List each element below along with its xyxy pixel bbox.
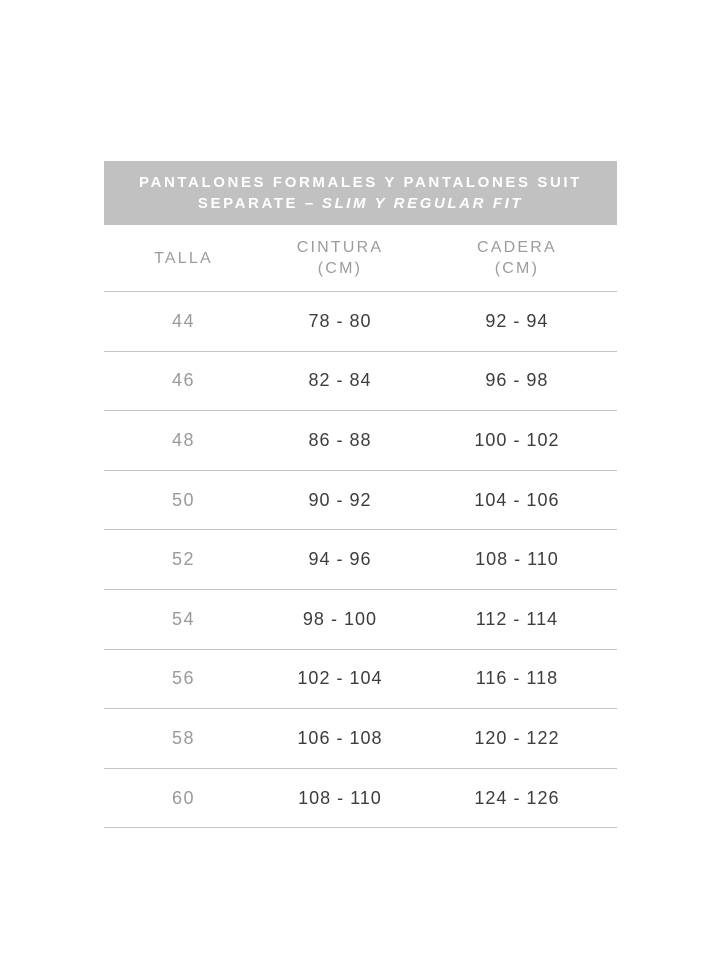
- size-cell: 54: [171, 608, 196, 629]
- hip-cell: 112 - 114: [475, 608, 559, 629]
- column-header-size: [104, 225, 263, 291]
- hip-cell: 100 - 102: [474, 429, 560, 450]
- waist-cell: 82 - 84: [308, 370, 372, 391]
- hip-cell: 104 - 106: [474, 489, 560, 510]
- size-table-header-row: [104, 225, 617, 291]
- size-cell: 50: [171, 489, 196, 510]
- waist-cell: 108 - 110: [298, 787, 382, 808]
- size-cell: 52: [171, 549, 196, 570]
- size-chart-title-line1: PANTALONES FORMALES Y PANTALONES SUIT: [139, 174, 582, 191]
- size-table-row: [104, 708, 617, 768]
- size-table-row: [104, 351, 617, 411]
- size-table-row: [104, 529, 617, 589]
- waist-cell: 102 - 104: [297, 668, 383, 689]
- waist-cell: 106 - 108: [297, 727, 383, 748]
- waist-cell: 98 - 100: [302, 608, 377, 629]
- column-header-hip-label: CADERA: [476, 239, 557, 256]
- hip-cell: 108 - 110: [475, 549, 559, 570]
- column-header-hip-unit: (CM): [494, 260, 540, 277]
- column-header-waist-unit: (CM): [317, 260, 363, 277]
- hip-cell: 116 - 118: [475, 668, 559, 689]
- waist-cell: 86 - 88: [308, 429, 372, 450]
- column-header-hip: [417, 225, 617, 291]
- size-table-body: [104, 291, 617, 828]
- size-cell: 44: [171, 310, 196, 331]
- size-chart-title-banner: [104, 161, 617, 225]
- size-chart-title-line2: [198, 193, 523, 214]
- size-chart-title-line2-regular: SEPARATE –: [197, 195, 316, 212]
- column-header-waist: [263, 225, 417, 291]
- size-cell: 48: [171, 429, 196, 450]
- size-table-row: [104, 470, 617, 530]
- size-table-row: [104, 410, 617, 470]
- hip-cell: 92 - 94: [485, 310, 549, 331]
- size-cell: 56: [171, 668, 196, 689]
- column-header-size-label: TALLA: [154, 249, 213, 267]
- size-table-row: [104, 649, 617, 709]
- size-table-row: [104, 291, 617, 351]
- size-table-row: [104, 768, 617, 828]
- hip-cell: 96 - 98: [485, 370, 549, 391]
- column-header-waist-label: CINTURA: [296, 239, 384, 256]
- size-table-row: [104, 589, 617, 649]
- size-cell: 60: [171, 787, 196, 808]
- waist-cell: 90 - 92: [308, 489, 372, 510]
- size-chart: [104, 161, 617, 828]
- size-chart-title-line2-italic: SLIM Y REGULAR FIT: [321, 195, 524, 212]
- waist-cell: 94 - 96: [308, 549, 372, 570]
- size-cell: 46: [171, 370, 196, 391]
- hip-cell: 124 - 126: [474, 787, 560, 808]
- size-cell: 58: [171, 727, 196, 748]
- hip-cell: 120 - 122: [474, 727, 560, 748]
- waist-cell: 78 - 80: [308, 310, 372, 331]
